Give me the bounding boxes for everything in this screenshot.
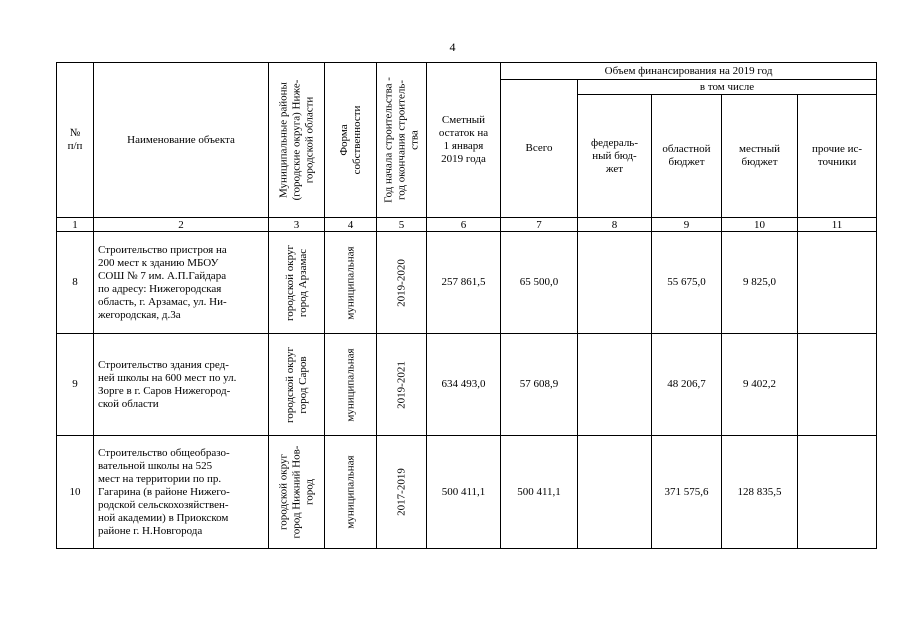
district-line: городской округ [283,346,296,423]
regional: 55 675,0 [652,232,722,334]
object-name-line: Строительство пристроя на [98,243,227,256]
other [798,436,877,549]
federal [578,334,652,436]
column-number: 9 [652,218,722,232]
header-district-line: (городские округа) Ниже- [290,79,302,201]
object-name-line: СОШ № 7 им. А.П.Гайдара [98,269,227,282]
local: 128 835,5 [722,436,798,549]
header-years-line: ства [408,130,420,150]
header-federal-line: жет [605,162,624,175]
ownership [325,334,377,436]
district-line: город [303,478,315,506]
other [798,232,877,334]
years-text: 2019-2021 [395,360,407,409]
years-text: 2017-2019 [395,468,407,516]
header-years-text [382,77,421,203]
regional: 371 575,6 [652,436,722,549]
row-no: 10 [57,436,94,549]
header-total: Всего [501,80,578,218]
years [377,436,427,549]
column-number: 8 [578,218,652,232]
ownership-text: муниципальная [344,455,356,529]
years [377,334,427,436]
total: 57 608,9 [501,334,578,436]
header-estimate-line: 2019 года [441,153,486,165]
row-no: 8 [57,232,94,334]
header-regional-line: областной [662,143,711,155]
district-line: город Саров [296,355,309,414]
estimate: 634 493,0 [427,334,501,436]
federal [578,436,652,549]
header-ownership-text [338,106,364,175]
header-local-line: бюджет [741,156,778,168]
district-text [277,446,316,539]
district [269,334,325,436]
page-number: 4 [449,40,456,54]
header-district-line: Муниципальные районы [277,82,289,198]
header-name: Наименование объекта [94,63,269,218]
column-number: 6 [427,218,501,232]
object-name-line: по адресу: Нижегородская [98,282,222,295]
financing-table [56,62,877,549]
district-line: городской округ [283,244,296,321]
header-federal-line: федераль- [591,136,638,149]
header-regional-line: бюджет [668,156,705,168]
years-text: 2019-2020 [395,258,407,307]
column-number: 3 [269,218,325,232]
header-estimate [427,63,501,218]
header-years-line: Год начала строительства - [382,77,394,203]
column-number: 7 [501,218,578,232]
header-row-1 [57,63,877,80]
district [269,232,325,334]
object-name-line: Строительство общеобразо- [98,446,230,459]
other [798,334,877,436]
years [377,232,427,334]
header-local [722,95,798,218]
object-name-line: 200 мест к зданию МБОУ [98,256,219,269]
regional: 48 206,7 [652,334,722,436]
header-other-line: прочие ис- [811,143,863,155]
total: 500 411,1 [501,436,578,549]
federal [578,232,652,334]
estimate: 500 411,1 [427,436,501,549]
column-number: 2 [94,218,269,232]
header-years [377,63,427,218]
ownership [325,436,377,549]
table-row [57,232,877,334]
row-no: 9 [57,334,94,436]
object-name [94,334,269,436]
column-number: 10 [722,218,798,232]
object-name-line: Гагарина (в районе Нижего- [98,485,230,498]
column-number: 4 [325,218,377,232]
ownership-text: муниципальная [344,245,356,320]
district-line: город Арзамас [296,248,309,317]
object-name-line: вательной школы на 525 [98,459,213,472]
header-other-line: точники [817,156,857,168]
header-other [798,95,877,218]
object-name [94,436,269,549]
object-name-line: ней школы на 600 мест по ул. [98,371,237,384]
column-number: 11 [798,218,877,232]
object-name-line: Строительство здания сред- [98,358,229,371]
header-funding-group: Объем финансирования на 2019 год [501,63,877,80]
object-name-line: ской области [98,397,159,410]
header-no [57,63,94,218]
table-row [57,334,877,436]
district-text [284,244,310,320]
header-district [269,63,325,218]
object-name-line: Зорге в г. Саров Нижегород- [98,384,231,397]
district-text [284,346,310,422]
object-name-line: ной академии) в Приокском [98,511,229,524]
header-district-text [277,80,316,201]
object-name-line: родской сельскохозяйствен- [98,498,229,511]
header-no-line: № [69,127,81,139]
table-row [57,436,877,549]
local: 9 825,0 [722,232,798,334]
district-line: город Нижний Нов- [290,445,302,539]
header-including: в том числе [578,80,877,95]
district-line: городской округ [277,453,289,531]
header-estimate-line: остаток на [438,127,489,139]
header-ownership-line: Форма [337,124,350,156]
header-federal [578,95,652,218]
header-regional [652,95,722,218]
header-district-line: городской области [303,96,315,184]
ownership [325,232,377,334]
object-name-line: жегородская, д.3а [98,308,181,321]
estimate: 257 861,5 [427,232,501,334]
object-name-line: мест на территории по пр. [98,472,222,485]
column-number: 5 [377,218,427,232]
header-federal-line: ный бюд- [592,149,637,162]
header-estimate-line: 1 января [443,140,484,152]
local: 9 402,2 [722,334,798,436]
column-number-row [57,218,877,232]
header-ownership [325,63,377,218]
object-name-line: область, г. Арзамас, ул. Ни- [98,295,227,308]
total: 65 500,0 [501,232,578,334]
district [269,436,325,549]
header-estimate-line: Сметный [441,114,486,126]
header-ownership-line: собственности [350,105,363,175]
header-local-line: местный [739,143,780,155]
column-number: 1 [57,218,94,232]
ownership-text: муниципальная [344,347,356,422]
header-years-line: год окончания строитель- [395,79,407,201]
object-name [94,232,269,334]
object-name-line: районе г. Н.Новгорода [98,524,203,537]
header-no-line: п/п [67,140,83,152]
